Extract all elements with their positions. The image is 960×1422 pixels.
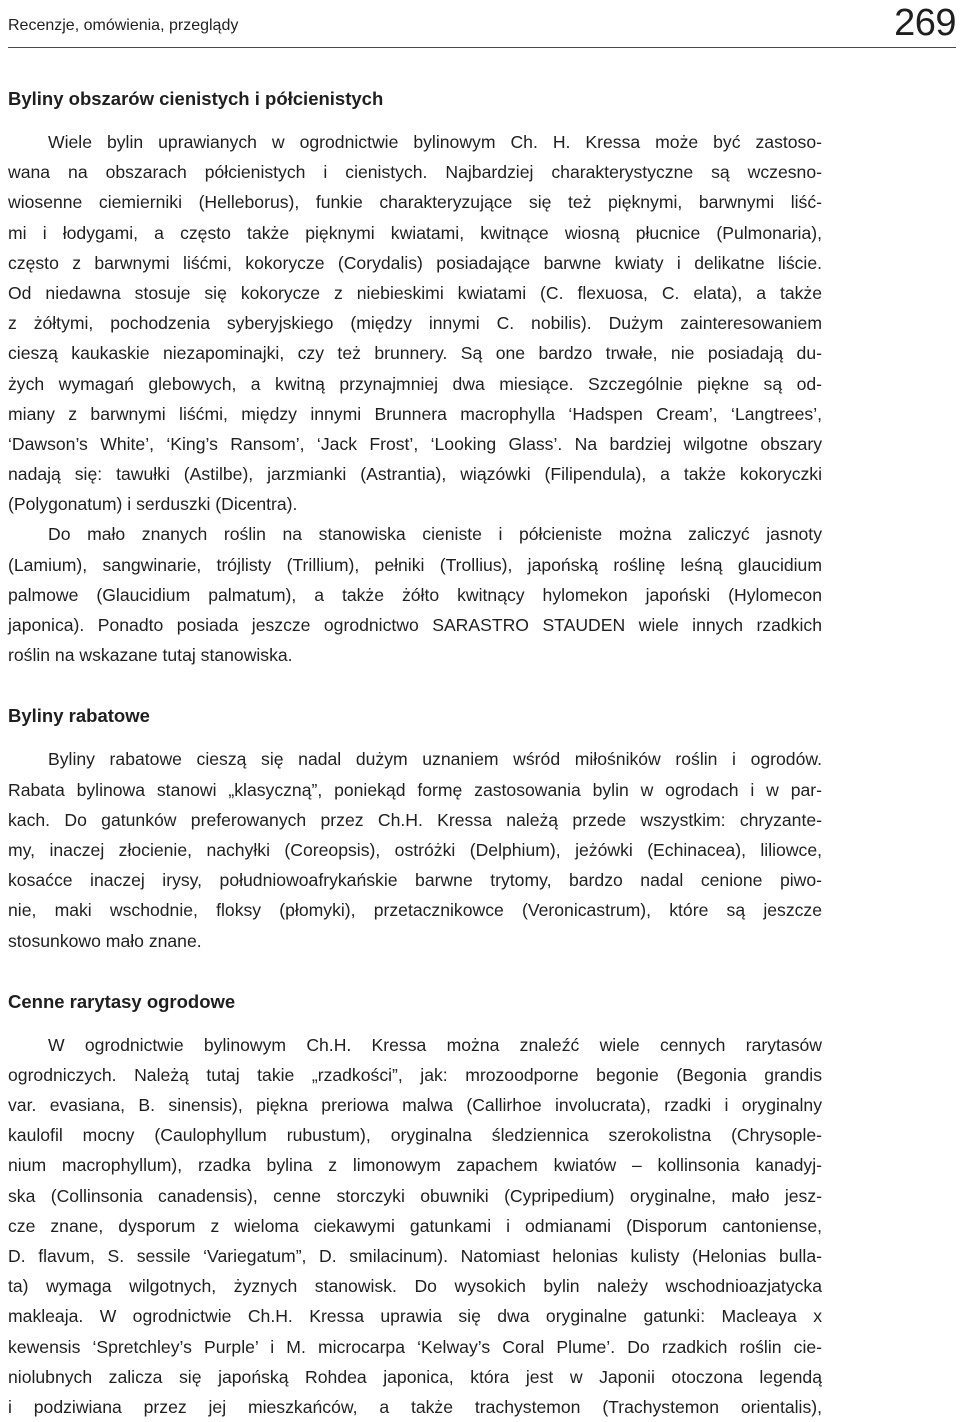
text-line: Od niedawna stosuje się kokorycze z niebieskimi kwiatami (C. flexuosa, C. elata), a także (8, 282, 822, 303)
text-line: Do mało znanych roślin na stanowiska cieniste i półcieniste można zaliczyć jasnoty (48, 524, 822, 545)
text-line: nadają się: tawułki (Astilbe), jarzmianki (Astrantia), wiązówki (Filipendula), a także kokoryczki (8, 464, 822, 485)
text-line: (Polygonatum) i serduszki (Dicentra). (8, 494, 298, 515)
text-line: wana na obszarach półcienistych i cienistych. Najbardziej charakterystyczne są wczesno- (8, 162, 822, 183)
text-line: ta) wymaga wilgotnych, żyznych stanowisk. Do wysokich bylin należy wschodnioazjatycka (8, 1276, 822, 1297)
text-line: palmowe (Glaucidium palmatum), a także żółto kwitnący hylomekon japoński (Hylomecon (8, 584, 822, 605)
text-line: kach. Do gatunków preferowanych przez Ch.H. Kressa należą przede wszystkim: chryzante- (8, 809, 822, 830)
text-line: ska (Collinsonia canadensis), cenne storczyki obuwniki (Cypripedium) oryginalne, mało jesz- (8, 1185, 822, 1206)
text-line: Byliny rabatowe cieszą się nadal dużym uznaniem wśród miłośników roślin i ogrodów. (48, 749, 822, 770)
text-line: kaulofil mocny (Caulophyllum rubustum), oryginalna śledziennica szerokolistna (Chrysople- (8, 1125, 822, 1146)
text-line: wiosenne ciemierniki (Helleborus), funkie charakteryzujące się też pięknymi, barwnymi liść- (8, 192, 822, 213)
text-line: mi i łodygami, a często także pięknymi kwiatami, kwitnące wiosną płucnice (Pulmonaria), (8, 222, 822, 243)
text-line: nium macrophyllum), rzadka bylina z limonowym zapachem kwiatów – kollinsonia kanadyj- (8, 1155, 822, 1176)
text-line: kewensis ‘Spretchley’s Purple’ i M. microcarpa ‘Kelway’s Coral Plume’. Do rzadkich roślin cie- (8, 1336, 822, 1357)
text-line: niolubnych zalicza się japońską Rohdea japonica, która jest w Japonii otoczona legendą (8, 1366, 822, 1387)
text-line: my, inaczej złocienie, nachyłki (Coreopsis), ostróżki (Delphium), jeżówki (Echinacea), liliowce, (8, 839, 822, 860)
text-line: z żółtymi, pochodzenia syberyjskiego (między innymi C. nobilis). Dużym zainteresowaniem (8, 313, 822, 334)
text-line: stosunkowo mało znane. (8, 930, 202, 951)
text-line: i podziwiana przez jej mieszkańców, a także trachystemon (Trachystemon orientalis), (8, 1396, 822, 1417)
paragraph (8, 744, 822, 955)
paragraph (8, 127, 822, 519)
article-body (8, 84, 822, 1422)
text-line: D. flavum, S. sessile ‘Variegatum”, D. smilacinum). Natomiast helonias kulisty (Helonias bulla- (8, 1246, 822, 1266)
text-line: miany z barwnymi liśćmi, między innymi Brunnera macrophylla ‘Hadspen Cream’, ‘Langtrees’, (8, 403, 822, 424)
section-heading: Cenne rarytasy ogrodowe (8, 990, 236, 1012)
text-line: Wiele bylin uprawianych w ogrodnictwie bylinowym Ch. H. Kressa może być zastoso- (48, 132, 822, 152)
text-line: cieszą kaukaskie niezapominajki, czy też brunnery. Są one bardzo trwałe, nie posiadają du- (8, 343, 822, 364)
text-line: japonica). Ponadto posiada jeszcze ogrodnictwo SARASTRO STAUDEN wiele innych rzadkich (8, 615, 822, 635)
text-line: roślin na wskazane tutaj stanowiska. (8, 645, 293, 666)
section-heading: Byliny rabatowe (8, 705, 150, 727)
text-line: (Lamium), sangwinarie, trójlisty (Trillium), pełniki (Trollius), japońską roślinę leśną glaucidium (8, 554, 822, 575)
text-line: kosaćce inaczej irysy, południowoafrykańskie barwne trytomy, bardzo nadal cenione piwo- (8, 870, 822, 891)
text-line: var. evasiana, B. sinensis), piękna preriowa malwa (Callirhoe involucrata), rzadki i oryginalny (8, 1095, 822, 1116)
text-line: żych wymagań glebowych, a kwitną przynajmniej dwa miesiące. Szczególnie piękne są od- (8, 373, 822, 394)
section-heading: Byliny obszarów cienistych i półcienistych (8, 88, 384, 109)
text-line: makleaja. W ogrodnictwie Ch.H. Kressa uprawia się dwa oryginalne gatunki: Macleaya x (8, 1306, 822, 1327)
text-line: ogrodniczych. Należą tutaj takie „rzadkości”, jak: mrozoodporne begonie (Begonia grandis (8, 1064, 822, 1085)
running-head: Recenzje, omówienia, przeglądy (8, 17, 239, 34)
text-line: ‘Dawson’s White’, ‘King’s Ransom’, ‘Jack Frost’, ‘Looking Glass’. Na bardziej wilgotne obszary (8, 433, 822, 454)
text-line: nie, maki wschodnie, floksy (płomyki), przetacznikowce (Veronicastrum), które są jeszcze (8, 900, 822, 921)
text-line: W ogrodnictwie bylinowym Ch.H. Kressa można znaleźć wiele cennych rarytasów (48, 1034, 822, 1055)
page-number: 269 (894, 2, 956, 44)
paragraph (8, 1030, 822, 1422)
page-header (8, 0, 956, 48)
paragraph (8, 519, 822, 670)
text-line: często z barwnymi liśćmi, kokorycze (Corydalis) posiadające barwne kwiaty i delikatne liście. (8, 252, 822, 273)
text-line: Rabata bylinowa stanowi „klasyczną”, poniekąd formę zastosowania bylin w ogrodach i w par- (8, 779, 822, 800)
text-line: cze znane, dysporum z wieloma ciekawymi gatunkami i odmianami (Disporum cantoniense, (8, 1215, 822, 1236)
